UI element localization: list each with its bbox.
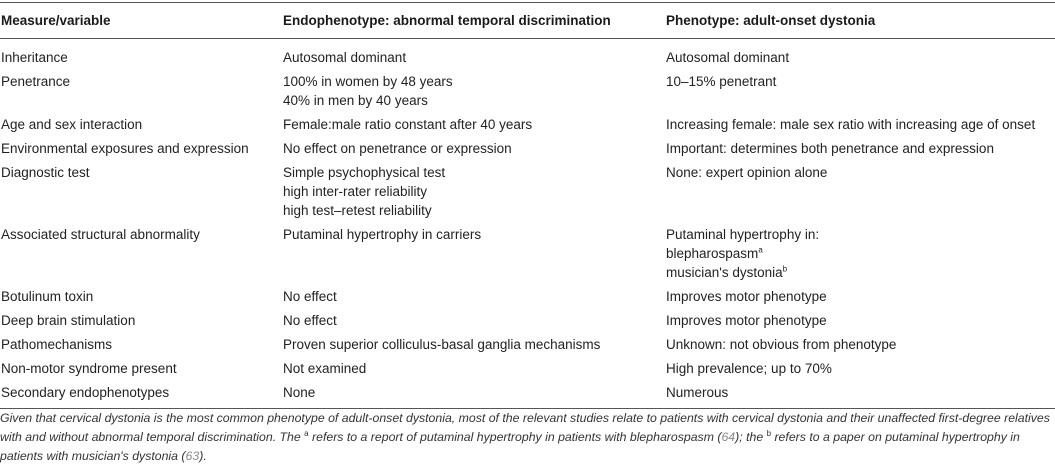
- phenotype-cell: [665, 285, 1055, 309]
- endophenotype-cell: [282, 137, 665, 161]
- measure-cell: Age and sex interaction: [1, 117, 143, 132]
- footnote-text: refers to a paper on putaminal hypertrophy in patients with musician's dystonia (: [0, 430, 1020, 463]
- endophenotype-cell: [282, 39, 665, 71]
- reference-link[interactable]: 63: [185, 449, 200, 463]
- table-row: [0, 333, 1055, 357]
- table-row: [0, 309, 1055, 333]
- footnote-marker-b: b: [782, 264, 788, 274]
- cell-line: high test–retest reliability: [283, 203, 432, 218]
- cell-line: high inter-rater reliability: [283, 184, 428, 199]
- table-row: [0, 70, 1055, 113]
- footnote-text: refers to a report of putaminal hypertrophy in patients with blepharospasm (: [308, 430, 722, 444]
- endophenotype-cell: [282, 161, 665, 223]
- cell-line: Putaminal hypertrophy in:: [666, 227, 820, 242]
- footnote-sup-b: b: [766, 428, 772, 438]
- header-endophenotype: Endophenotype: abnormal temporal discrimination: [282, 3, 665, 39]
- phenotype-cell: [665, 70, 1055, 113]
- cell-line: Putaminal hypertrophy in carriers: [283, 227, 482, 242]
- cell-line: Simple psychophysical test: [283, 165, 446, 180]
- cell-line: None: [283, 385, 316, 400]
- cell-line: Numerous: [666, 385, 729, 400]
- cell-line: Proven superior colliculus-basal ganglia mechanisms: [283, 337, 601, 352]
- cell-line: No effect: [283, 313, 337, 328]
- cell-line: Autosomal dominant: [283, 50, 407, 65]
- header-measure: Measure/variable: [0, 3, 282, 39]
- footnote-text: ).: [199, 449, 207, 463]
- endophenotype-cell: [282, 357, 665, 381]
- table-row: [0, 39, 1055, 71]
- measure-cell: Environmental exposures and expression: [1, 141, 249, 156]
- phenotype-cell: [665, 137, 1055, 161]
- phenotype-cell: [665, 223, 1055, 285]
- measure-cell: Deep brain stimulation: [1, 313, 136, 328]
- cell-line: High prevalence; up to 70%: [666, 361, 832, 376]
- cell-line: 10–15% penetrant: [666, 74, 777, 89]
- cell-line: Important: determines both penetrance and expression: [666, 141, 994, 156]
- table-header-row: [0, 3, 1055, 39]
- phenotype-cell: [665, 309, 1055, 333]
- phenotype-cell: [665, 39, 1055, 71]
- cell-text: musician's dystonia: [666, 265, 783, 280]
- measure-cell: Secondary endophenotypes: [0, 381, 282, 409]
- table-row: [0, 137, 1055, 161]
- comparison-table: [0, 2, 1055, 409]
- cell-line: Increasing female: male sex ratio with increasing age of onset: [666, 117, 1036, 132]
- reference-link[interactable]: 64: [721, 430, 736, 444]
- table-row: [0, 161, 1055, 223]
- phenotype-cell: [665, 381, 1055, 409]
- table-row: [0, 113, 1055, 137]
- phenotype-cell: [665, 333, 1055, 357]
- cell-line: Female:male ratio constant after 40 years: [283, 117, 533, 132]
- footnote-text: ); the: [735, 430, 767, 444]
- cell-line: Autosomal dominant: [666, 50, 790, 65]
- cell-line: Improves motor phenotype: [666, 313, 827, 328]
- endophenotype-cell: [282, 70, 665, 113]
- measure-cell: Botulinum toxin: [1, 289, 94, 304]
- cell-line: [666, 244, 1055, 263]
- cell-text: blepharospasm: [666, 246, 759, 261]
- table-row: [0, 285, 1055, 309]
- cell-line: 100% in women by 48 years: [283, 74, 453, 89]
- measure-cell: Penetrance: [1, 74, 71, 89]
- cell-line: 40% in men by 40 years: [283, 93, 428, 108]
- table-row: [0, 357, 1055, 381]
- header-phenotype: Phenotype: adult-onset dystonia: [665, 3, 1055, 39]
- endophenotype-cell: [282, 113, 665, 137]
- footnote-sup-a: a: [304, 428, 309, 438]
- measure-cell: Non-motor syndrome present: [1, 361, 177, 376]
- endophenotype-cell: [282, 309, 665, 333]
- cell-line: Unknown: not obvious from phenotype: [666, 337, 897, 352]
- endophenotype-cell: [282, 285, 665, 309]
- phenotype-cell: [665, 357, 1055, 381]
- cell-line: [666, 263, 1055, 282]
- cell-line: Not examined: [283, 361, 367, 376]
- measure-cell: Inheritance: [1, 50, 68, 65]
- cell-line: No effect: [283, 289, 337, 304]
- cell-line: None: expert opinion alone: [666, 165, 828, 180]
- table-row: [0, 381, 1055, 409]
- footnote-text: Given that cervical dystonia is the most common phenotype of adult-onset dystonia, most of the relevant studies relate to patients with cervical dystonia and their unaffected first-degree relatives with and without abnormal temporal discrimination. The: [0, 411, 1050, 444]
- endophenotype-cell: [282, 333, 665, 357]
- table-row: [0, 223, 1055, 285]
- cell-line: No effect on penetrance or expression: [283, 141, 512, 156]
- phenotype-cell: [665, 113, 1055, 137]
- cell-line: Improves motor phenotype: [666, 289, 827, 304]
- measure-cell: Pathomechanisms: [1, 337, 113, 352]
- measure-cell: Associated structural abnormality: [1, 227, 200, 242]
- table-footnote: [0, 409, 1050, 466]
- measure-cell: Diagnostic test: [1, 165, 90, 180]
- endophenotype-cell: [282, 381, 665, 409]
- phenotype-cell: [665, 161, 1055, 223]
- endophenotype-cell: [282, 223, 665, 285]
- footnote-marker-a: a: [758, 245, 763, 255]
